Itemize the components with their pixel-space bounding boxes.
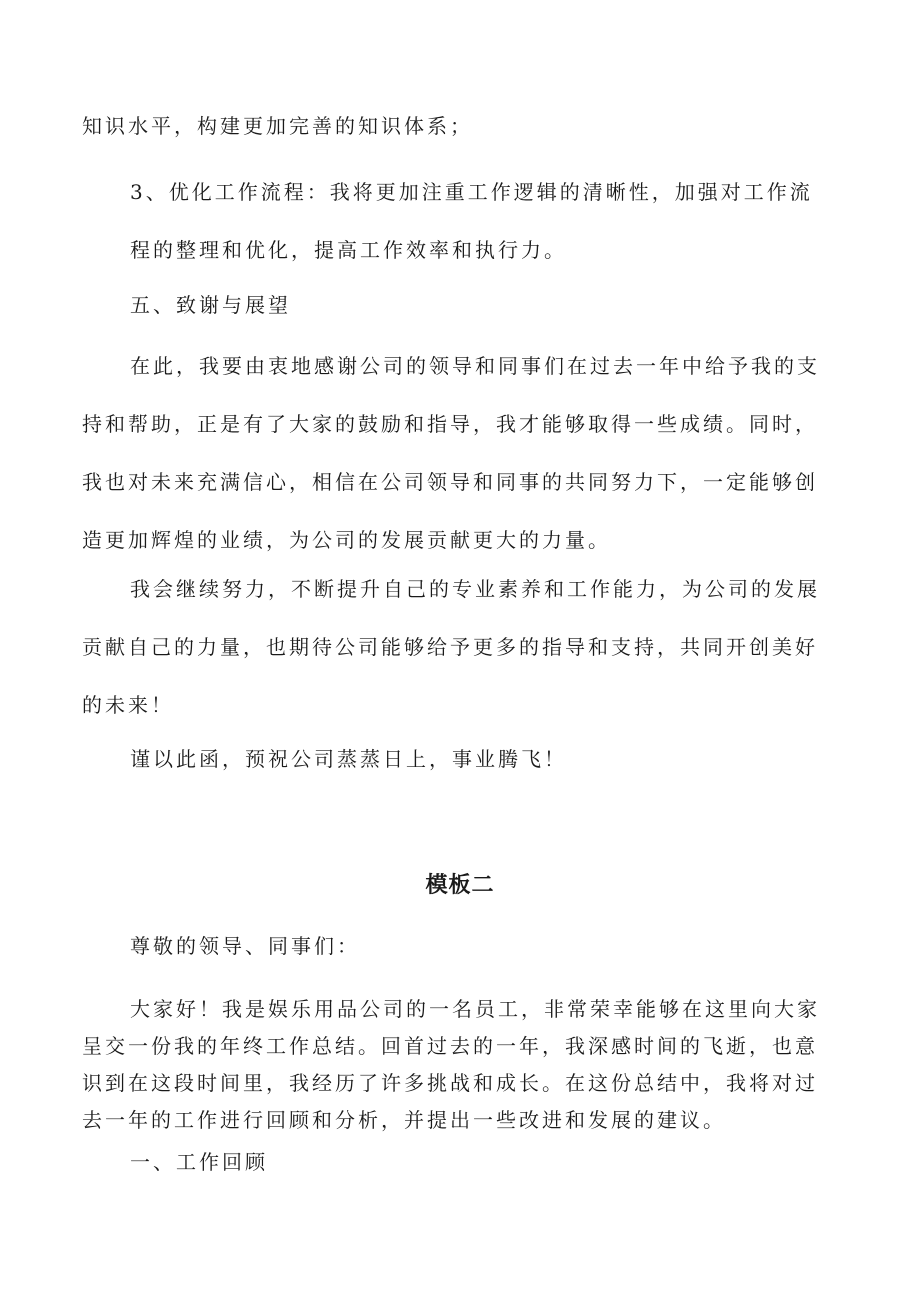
- text-line: 的未来！: [82, 693, 174, 717]
- paragraph-continued-effort: [82, 560, 875, 734]
- text-line: 造更加辉煌的业绩，为公司的发展贡献更大的力量。: [82, 528, 611, 552]
- section-title-template-two: 模板二: [425, 873, 495, 898]
- salutation: [82, 917, 875, 975]
- text-line: 3、优化工作流程：我将更加注重工作逻辑的清晰性，加强对工作流: [130, 180, 813, 204]
- text-line: 呈交一份我的年终工作总结。回首过去的一年，我深感时间的飞逝，也意: [82, 1034, 818, 1058]
- text-line: 识到在这段时间里，我经历了许多挑战和成长。在这份总结中，我将对过: [82, 1071, 818, 1095]
- paragraph-item-3-optimize-workflow: [82, 163, 875, 279]
- paragraph-introduction: [82, 991, 875, 1139]
- paragraph-knowledge-continuation: [82, 97, 827, 155]
- paragraph-thanks: [82, 337, 875, 569]
- text-line: 尊敬的领导、同事们：: [130, 934, 360, 958]
- heading-work-review: [82, 1133, 875, 1191]
- text-line: 谨以此函，预祝公司蒸蒸日上，事业腾飞！: [130, 747, 567, 771]
- text-line: 我会继续努力，不断提升自己的专业素养和工作能力，为公司的发展: [130, 577, 820, 601]
- text-line: 一、工作回顾: [130, 1150, 268, 1174]
- text-line: 程的整理和优化，提高工作效率和执行力。: [130, 238, 567, 262]
- text-line: 在此，我要由衷地感谢公司的领导和同事们在过去一年中给予我的支: [130, 354, 820, 378]
- text-line: 大家好！我是娱乐用品公司的一名员工，非常荣幸能够在这里向大家: [130, 997, 820, 1021]
- text-line: 五、致谢与展望: [130, 293, 291, 317]
- text-line: 知识水平，构建更加完善的知识体系；: [82, 114, 473, 138]
- text-line: 贡献自己的力量，也期待公司能够给予更多的指导和支持，共同开创美好: [82, 635, 818, 659]
- paragraph-closing-wishes: [82, 730, 875, 788]
- heading-thanks-and-outlook: [82, 276, 875, 334]
- text-line: 持和帮助，正是有了大家的鼓励和指导，我才能够取得一些成绩。同时，: [82, 412, 818, 436]
- text-line: 我也对未来充满信心，相信在公司领导和同事的共同努力下，一定能够创: [82, 470, 818, 494]
- text-line: 去一年的工作进行回顾和分析，并提出一些改进和发展的建议。: [82, 1108, 726, 1132]
